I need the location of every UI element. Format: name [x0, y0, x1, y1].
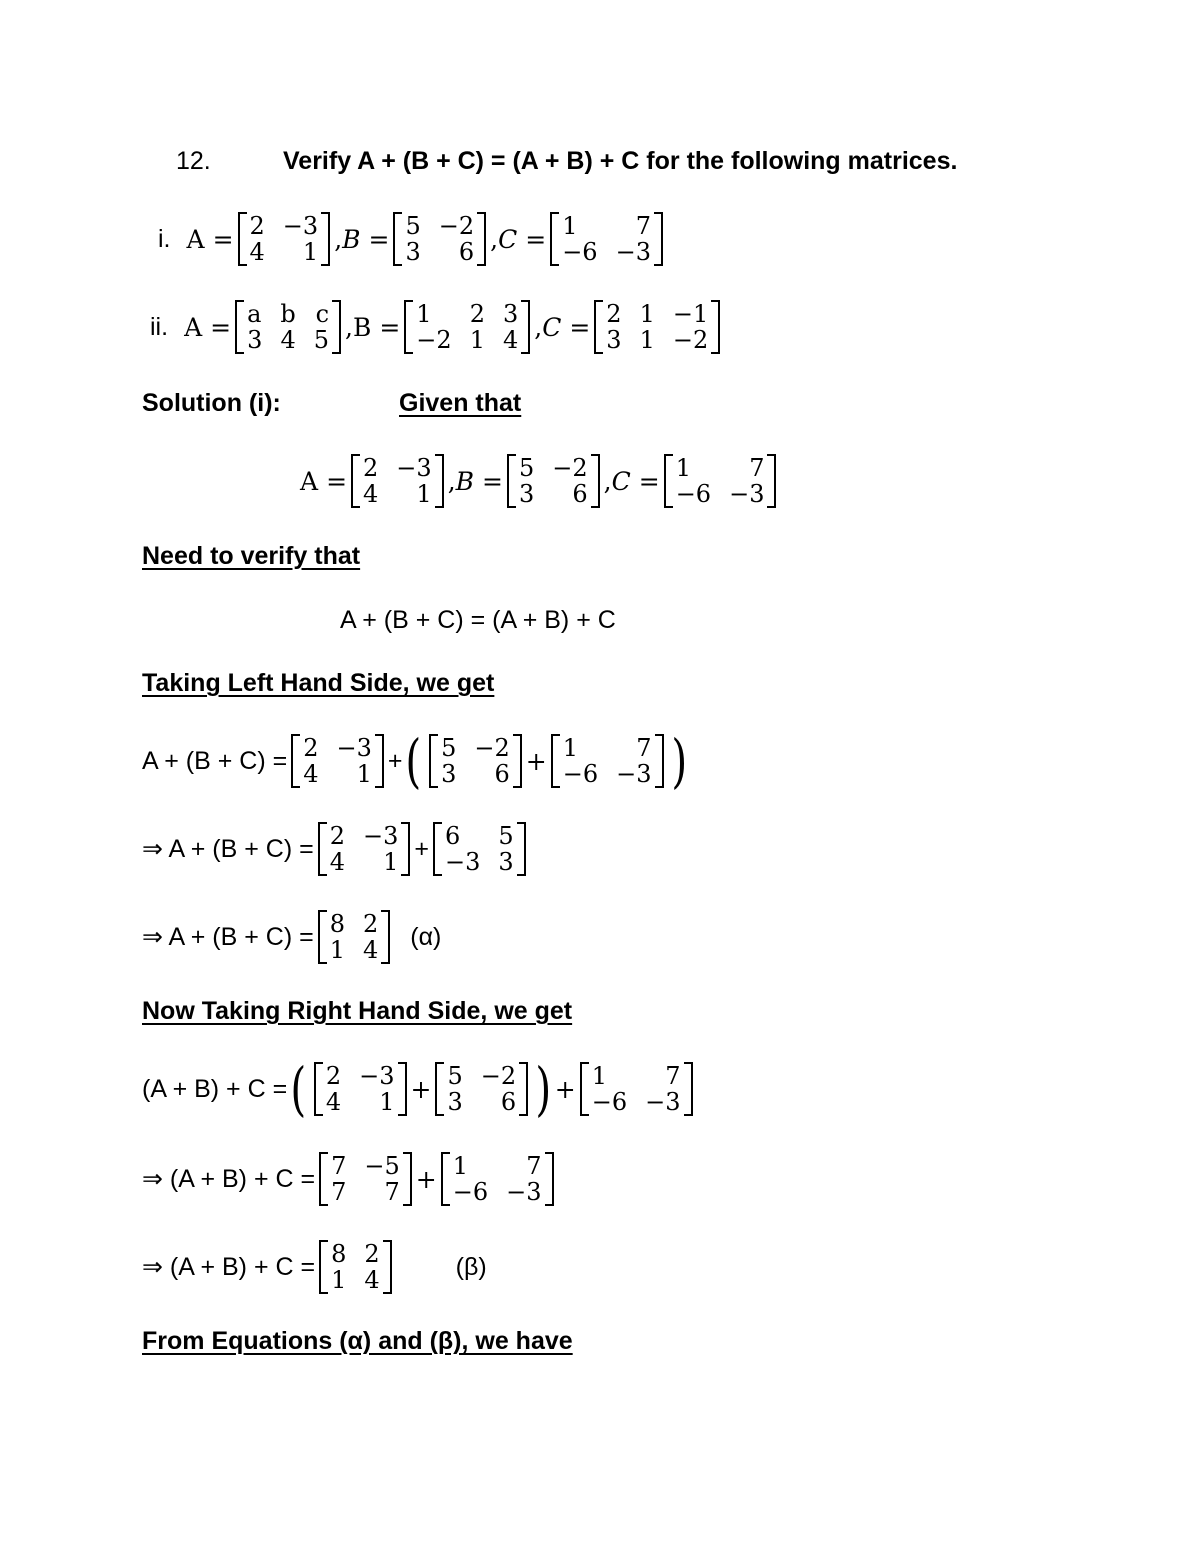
matrix-entry: 1	[469, 326, 485, 354]
matrix-entry: 1	[639, 300, 655, 328]
matrix-entry: −3	[616, 760, 652, 788]
matrix-entry: −2	[438, 212, 475, 240]
matrix-entry: −3	[729, 480, 765, 508]
matrix-entry: −3	[396, 454, 432, 482]
symbol-c: C	[498, 224, 518, 254]
lhs-step-2	[142, 818, 530, 880]
matrix-entry: −3	[282, 212, 319, 240]
matrix-entry: 1	[331, 1266, 347, 1294]
comma: ,	[447, 466, 456, 496]
lhs-label-implies: ⇒ A + (B + C) =	[142, 923, 314, 951]
lhs-result-matrix	[318, 911, 391, 963]
matrix-c	[550, 213, 663, 265]
matrix-entry: 2	[303, 734, 319, 762]
symbol-b: B	[342, 224, 361, 254]
matrix-entry: 5	[441, 734, 457, 762]
matrix-entry: 7	[665, 1062, 681, 1090]
matrix-entry: 5	[313, 326, 330, 354]
lhs-label: A + (B + C) =	[142, 746, 288, 775]
matrix-entry: 3	[518, 480, 535, 508]
matrix-a	[238, 213, 331, 265]
lhs-label-implies: ⇒ A + (B + C) =	[142, 835, 314, 863]
comma: ,	[490, 224, 499, 254]
matrix-a	[318, 823, 411, 875]
comma: ,	[345, 312, 353, 342]
problem-statement: Verify A + (B + C) = (A + B) + C for the following matrices.	[283, 147, 958, 175]
matrix-entry: 1	[383, 848, 399, 876]
equals-sign: =	[525, 224, 547, 254]
verify-heading: Need to verify that	[142, 542, 361, 570]
part-label: ii.	[150, 312, 169, 341]
symbol-c: C	[542, 312, 562, 342]
matrix-entry: 7	[636, 734, 652, 762]
rhs-label-implies: ⇒ (A + B) + C =	[142, 1253, 316, 1281]
matrix-entry: −3	[363, 822, 399, 850]
matrix-c	[441, 1153, 554, 1205]
equals-sign: =	[212, 224, 234, 254]
matrix-entry: 1	[675, 454, 691, 482]
matrix-a-plus-b	[319, 1153, 412, 1205]
matrix-entry: −3	[359, 1062, 395, 1090]
matrix-entry: 3	[502, 300, 519, 328]
matrix-b-plus-c	[433, 823, 526, 875]
matrix-entry: c	[315, 300, 330, 328]
matrix-entry: −6	[452, 1178, 489, 1206]
matrix-entry: −2	[480, 1062, 517, 1090]
matrix-entry: 2	[364, 1240, 380, 1268]
matrix-entry: 6	[500, 1088, 517, 1116]
matrix-entry: 1	[416, 480, 432, 508]
equals-sign: =	[638, 466, 660, 496]
lhs-step-3	[142, 906, 441, 968]
lhs-step-1	[142, 727, 690, 795]
given-heading: Given that	[399, 389, 522, 417]
problem-number: 12.	[176, 147, 211, 175]
matrix-entry: 4	[329, 848, 345, 876]
matrix-entry: 2	[606, 300, 622, 328]
symbol-b: B	[455, 466, 475, 496]
matrix-entry: 1	[452, 1152, 469, 1180]
rhs-label: (A + B) + C =	[142, 1074, 288, 1103]
matrix-entry: 7	[635, 212, 651, 240]
rhs-label-implies: ⇒ (A + B) + C =	[142, 1165, 316, 1193]
matrix-entry: 1	[329, 936, 345, 964]
matrix-entry: −3	[336, 734, 372, 762]
matrix-entry: 5	[518, 454, 535, 482]
matrix-entry: 8	[331, 1240, 347, 1268]
matrix-entry: 3	[247, 326, 263, 354]
part-label: i.	[158, 224, 171, 253]
matrix-entry: −6	[562, 760, 599, 788]
matrix-entry: 4	[303, 760, 319, 788]
matrix-b	[393, 213, 486, 265]
symbol-c: C	[611, 466, 631, 496]
matrix-entry: 1	[639, 326, 655, 354]
matrix-entry: 3	[447, 1088, 463, 1116]
matrix-entry: 2	[329, 822, 345, 850]
symbol-a: A	[186, 224, 205, 254]
matrix-entry: 4	[325, 1088, 342, 1116]
matrix-entry: −2	[474, 734, 510, 762]
verify-equation: A + (B + C) = (A + B) + C	[340, 606, 616, 634]
matrix-b	[404, 301, 530, 353]
matrix-entry: 1	[379, 1088, 395, 1116]
equals-sign: =	[379, 312, 401, 342]
matrix-entry: 6	[494, 760, 510, 788]
given-equation	[300, 450, 780, 512]
plus-sign: +	[415, 1164, 437, 1194]
matrix-a	[351, 455, 444, 507]
matrix-c	[594, 301, 720, 353]
matrix-entry: −3	[445, 848, 481, 876]
matrix-entry: 7	[749, 454, 765, 482]
matrix-entry: 7	[384, 1178, 400, 1206]
comma: ,	[534, 312, 543, 342]
matrix-entry: 4	[364, 1266, 380, 1294]
rhs-step-3	[142, 1236, 487, 1298]
matrix-entry: 2	[363, 454, 379, 482]
matrix-entry: 5	[447, 1062, 463, 1090]
matrix-entry: 6	[458, 238, 475, 266]
matrix-a	[235, 301, 341, 353]
matrix-entry: −2	[416, 326, 452, 354]
open-paren: (	[290, 1055, 307, 1123]
equals-sign: =	[482, 466, 503, 496]
symbol-a: A	[300, 466, 319, 496]
matrix-entry: −2	[552, 454, 588, 482]
matrix-b	[507, 455, 600, 507]
plus-sign: +	[525, 746, 547, 776]
open-paren: (	[405, 727, 422, 795]
matrix-entry: 4	[363, 936, 379, 964]
equals-sign: =	[569, 312, 591, 342]
matrix-entry: 2	[469, 300, 485, 328]
matrix-entry: 1	[356, 760, 372, 788]
matrix-entry: 2	[249, 212, 265, 240]
part-ii-equation	[150, 296, 724, 358]
matrix-entry: 5	[498, 822, 514, 850]
matrix-entry: −6	[562, 238, 598, 266]
beta-tag: (β)	[455, 1252, 487, 1281]
matrix-entry: 7	[526, 1152, 542, 1180]
matrix-entry: −3	[615, 238, 651, 266]
matrix-entry: 2	[325, 1062, 342, 1090]
matrix-a	[291, 735, 384, 787]
matrix-entry: −5	[364, 1152, 400, 1180]
matrix-entry: 1	[302, 238, 319, 266]
matrix-c	[664, 455, 777, 507]
matrix-entry: −6	[591, 1088, 628, 1116]
rhs-result-matrix	[319, 1241, 392, 1293]
matrix-entry: 1	[562, 734, 579, 762]
matrix-entry: 4	[280, 326, 296, 354]
matrix-b	[435, 1063, 528, 1115]
matrix-entry: 8	[329, 910, 345, 938]
symbol-a: A	[184, 312, 203, 342]
matrix-c	[580, 1063, 693, 1115]
equals-sign: =	[326, 466, 348, 496]
equals-sign: =	[210, 312, 232, 342]
matrix-entry: −6	[675, 480, 712, 508]
matrix-entry: 7	[331, 1152, 347, 1180]
matrix-entry: 7	[331, 1178, 347, 1206]
alpha-tag: (α)	[410, 922, 442, 951]
matrix-b	[429, 735, 522, 787]
matrix-entry: 3	[405, 238, 421, 266]
conclusion-heading: From Equations (α) and (β), we have	[142, 1327, 573, 1355]
part-i-equation	[158, 208, 667, 270]
matrix-entry: 2	[363, 910, 379, 938]
matrix-entry: 4	[502, 326, 519, 354]
rhs-step-2	[142, 1148, 558, 1210]
plus-sign: +	[414, 834, 429, 863]
matrix-entry: 1	[416, 300, 432, 328]
matrix-entry: 3	[606, 326, 622, 354]
matrix-entry: 3	[441, 760, 457, 788]
matrix-entry: 1	[562, 212, 578, 240]
plus-sign: +	[554, 1074, 576, 1104]
close-paren: )	[670, 727, 687, 795]
rhs-step-1	[142, 1055, 697, 1123]
rhs-heading: Now Taking Right Hand Side, we get	[142, 997, 573, 1025]
matrix-entry: 5	[405, 212, 421, 240]
lhs-heading: Taking Left Hand Side, we get	[142, 669, 495, 697]
matrix-entry: 1	[591, 1062, 608, 1090]
matrix-entry: −3	[506, 1178, 542, 1206]
matrix-entry: b	[280, 300, 296, 328]
matrix-entry: a	[247, 300, 262, 328]
solution-heading: Solution (i):	[142, 389, 281, 417]
plus-sign: +	[387, 746, 403, 775]
matrix-entry: −1	[672, 300, 709, 328]
equals-sign: =	[368, 224, 390, 254]
comma: ,	[603, 466, 612, 496]
matrix-entry: 6	[445, 822, 461, 850]
matrix-c	[551, 735, 664, 787]
close-paren: )	[535, 1055, 552, 1123]
matrix-entry: 6	[572, 480, 588, 508]
symbol-b: B	[352, 312, 372, 342]
plus-sign: +	[410, 1074, 432, 1104]
matrix-a	[314, 1063, 407, 1115]
matrix-entry: 3	[498, 848, 514, 876]
matrix-entry: 4	[363, 480, 379, 508]
comma: ,	[334, 224, 343, 254]
matrix-entry: −2	[672, 326, 709, 354]
matrix-entry: 4	[249, 238, 265, 266]
matrix-entry: −3	[645, 1088, 681, 1116]
